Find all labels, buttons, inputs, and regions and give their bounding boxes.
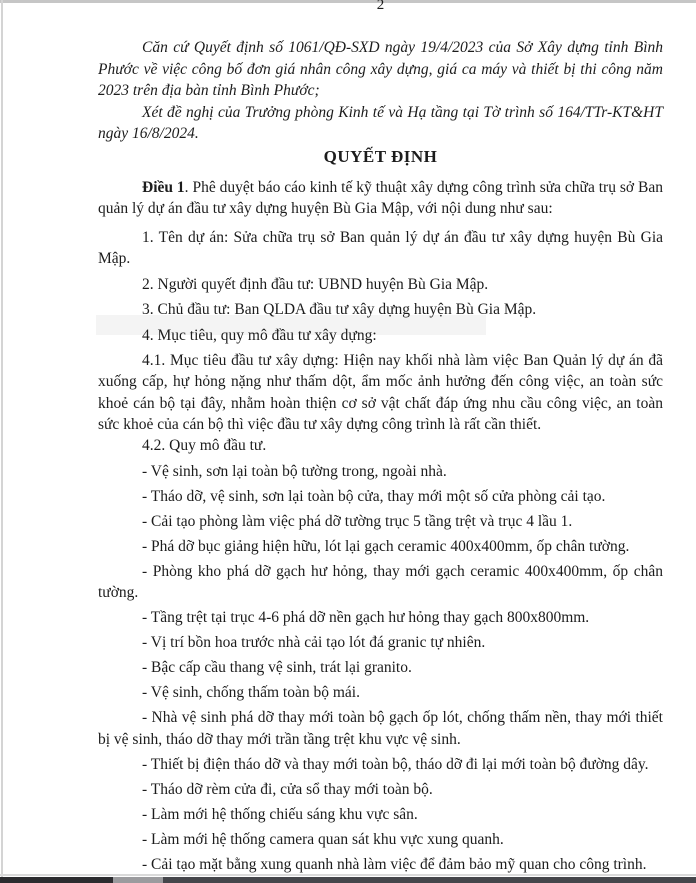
scan-edge-left (1, 0, 3, 883)
scope-item: - Tầng trệt tại trục 4-6 phá dỡ nền gạch hư hỏng thay gạch 800x800mm. (142, 609, 590, 627)
item-investment-decider: 2. Người quyết định đầu tư: UBND huyện Bù Gia Mập. (142, 275, 489, 293)
item-investor: 3. Chủ đầu tư: Ban QLDA đầu tư xây dựng huyện Bù Gia Mập. (142, 301, 537, 318)
scope-item: - Vị trí bồn hoa trước nhà cải tạo lót đá granic tự nhiên. (142, 634, 486, 652)
item-objective-detail: 4.1. Mục tiêu đầu tư xây dựng: Hiện nay khối nhà làm việc Ban Quản lý dự án đã xuống cấp, hự hỏng nặng như thấm dột, ẩm mốc ảnh hưởng đến công việc, an toàn sức khoẻ cán bộ tại đây, nhằm hoàn thiện cơ sở vật chất đáp ứng nhu cầu công việc, an toàn sức khoẻ của cán bộ thì việc đầu tư xây dựng công trình là rất cần thiết. (98, 352, 663, 433)
preamble-paragraph-xet-de-nghi: Xét đề nghị của Trưởng phòng Kinh tế và Hạ tầng tại Tờ trình số 164/TTr-KT&HT ngày 16/8/2024. (98, 103, 663, 142)
scope-item: - Vệ sinh, chống thấm toàn bộ mái. (142, 684, 360, 702)
scan-bottom-bar (0, 877, 696, 883)
scope-item: - Thiết bị điện tháo dỡ và thay mới toàn bộ, tháo dỡ đi lại mới toàn bộ đường dây. (142, 755, 649, 773)
item-project-name: 1. Tên dự án: Sửa chữa trụ sở Ban quản lý dự án đầu tư xây dựng huyện Bù Gia Mập. (98, 228, 663, 267)
scope-item: - Cải tạo mặt bằng xung quanh nhà làm việc để đảm bảo mỹ quan cho công trình. (142, 855, 647, 873)
article-1-label: Điều 1 (142, 178, 185, 196)
scan-bottom-bar-light-segment (113, 877, 163, 883)
item-scale-header: 4.2. Quy mô đầu tư. (142, 437, 267, 455)
scope-item: - Làm mới hệ thống camera quan sát khu vực xung quanh. (142, 830, 504, 848)
scan-bottom-bar-dark-segment (0, 877, 113, 883)
scope-item: - Tháo dỡ, vệ sinh, sơn lại toàn bộ cửa, thay mới một số cửa phòng cải tạo. (142, 487, 606, 505)
article-1-text: . Phê duyệt báo cáo kinh tế kỹ thuật xây dựng công trình sửa chữa trụ sở Ban quản lý dự án đầu tư xây dựng huyện Bù Gia Mập, với nội dung như sau: (98, 178, 663, 217)
scope-item: - Phòng kho phá dỡ gạch hư hỏng, thay mới gạch ceramic 400x400mm, ốp chân tường. (98, 562, 663, 602)
page-number: 2 (376, 0, 385, 13)
scope-item: - Nhà vệ sinh phá dỡ thay mới toàn bộ gạch ốp lót, chống thấm nền, thay mới thiết bị vệ sinh, tháo dỡ thay mới trần tầng trệt khu vực vệ sinh. (98, 709, 663, 748)
preamble-paragraph-can-cu: Căn cứ Quyết định số 1061/QĐ-SXD ngày 19/4/2023 của Sở Xây dựng tỉnh Bình Phước về việc công bố đơn giá nhân công xây dựng, giá ca máy và thiết bị thi công năm 2023 trên địa bàn tỉnh Bình Phước; (98, 39, 663, 99)
scope-item: - Vệ sinh, sơn lại toàn bộ tường trong, ngoài nhà. (142, 462, 447, 480)
article-1-paragraph (98, 177, 663, 220)
scan-bottom-line (0, 874, 696, 876)
item-objective-header: 4. Mục tiêu, quy mô đầu tư xây dựng: (142, 326, 377, 344)
scope-item: - Tháo dỡ rèm cửa đi, cửa sổ thay mới toàn bộ. (142, 780, 433, 798)
decision-heading: QUYẾT ĐỊNH (323, 146, 438, 166)
scope-item: - Bậc cấp cầu thang vệ sinh, trát lại granito. (142, 659, 412, 677)
scope-item: - Làm mới hệ thống chiếu sáng khu vực sân. (142, 805, 418, 823)
scope-item: - Phá dỡ bục giảng hiện hữu, lót lại gạch ceramic 400x400mm, ốp chân tường. (142, 537, 630, 555)
scope-item: - Cải tạo phòng làm việc phá dỡ tường trục 5 tầng trệt và trục 4 lầu 1. (142, 512, 573, 530)
document-body (98, 0, 663, 879)
